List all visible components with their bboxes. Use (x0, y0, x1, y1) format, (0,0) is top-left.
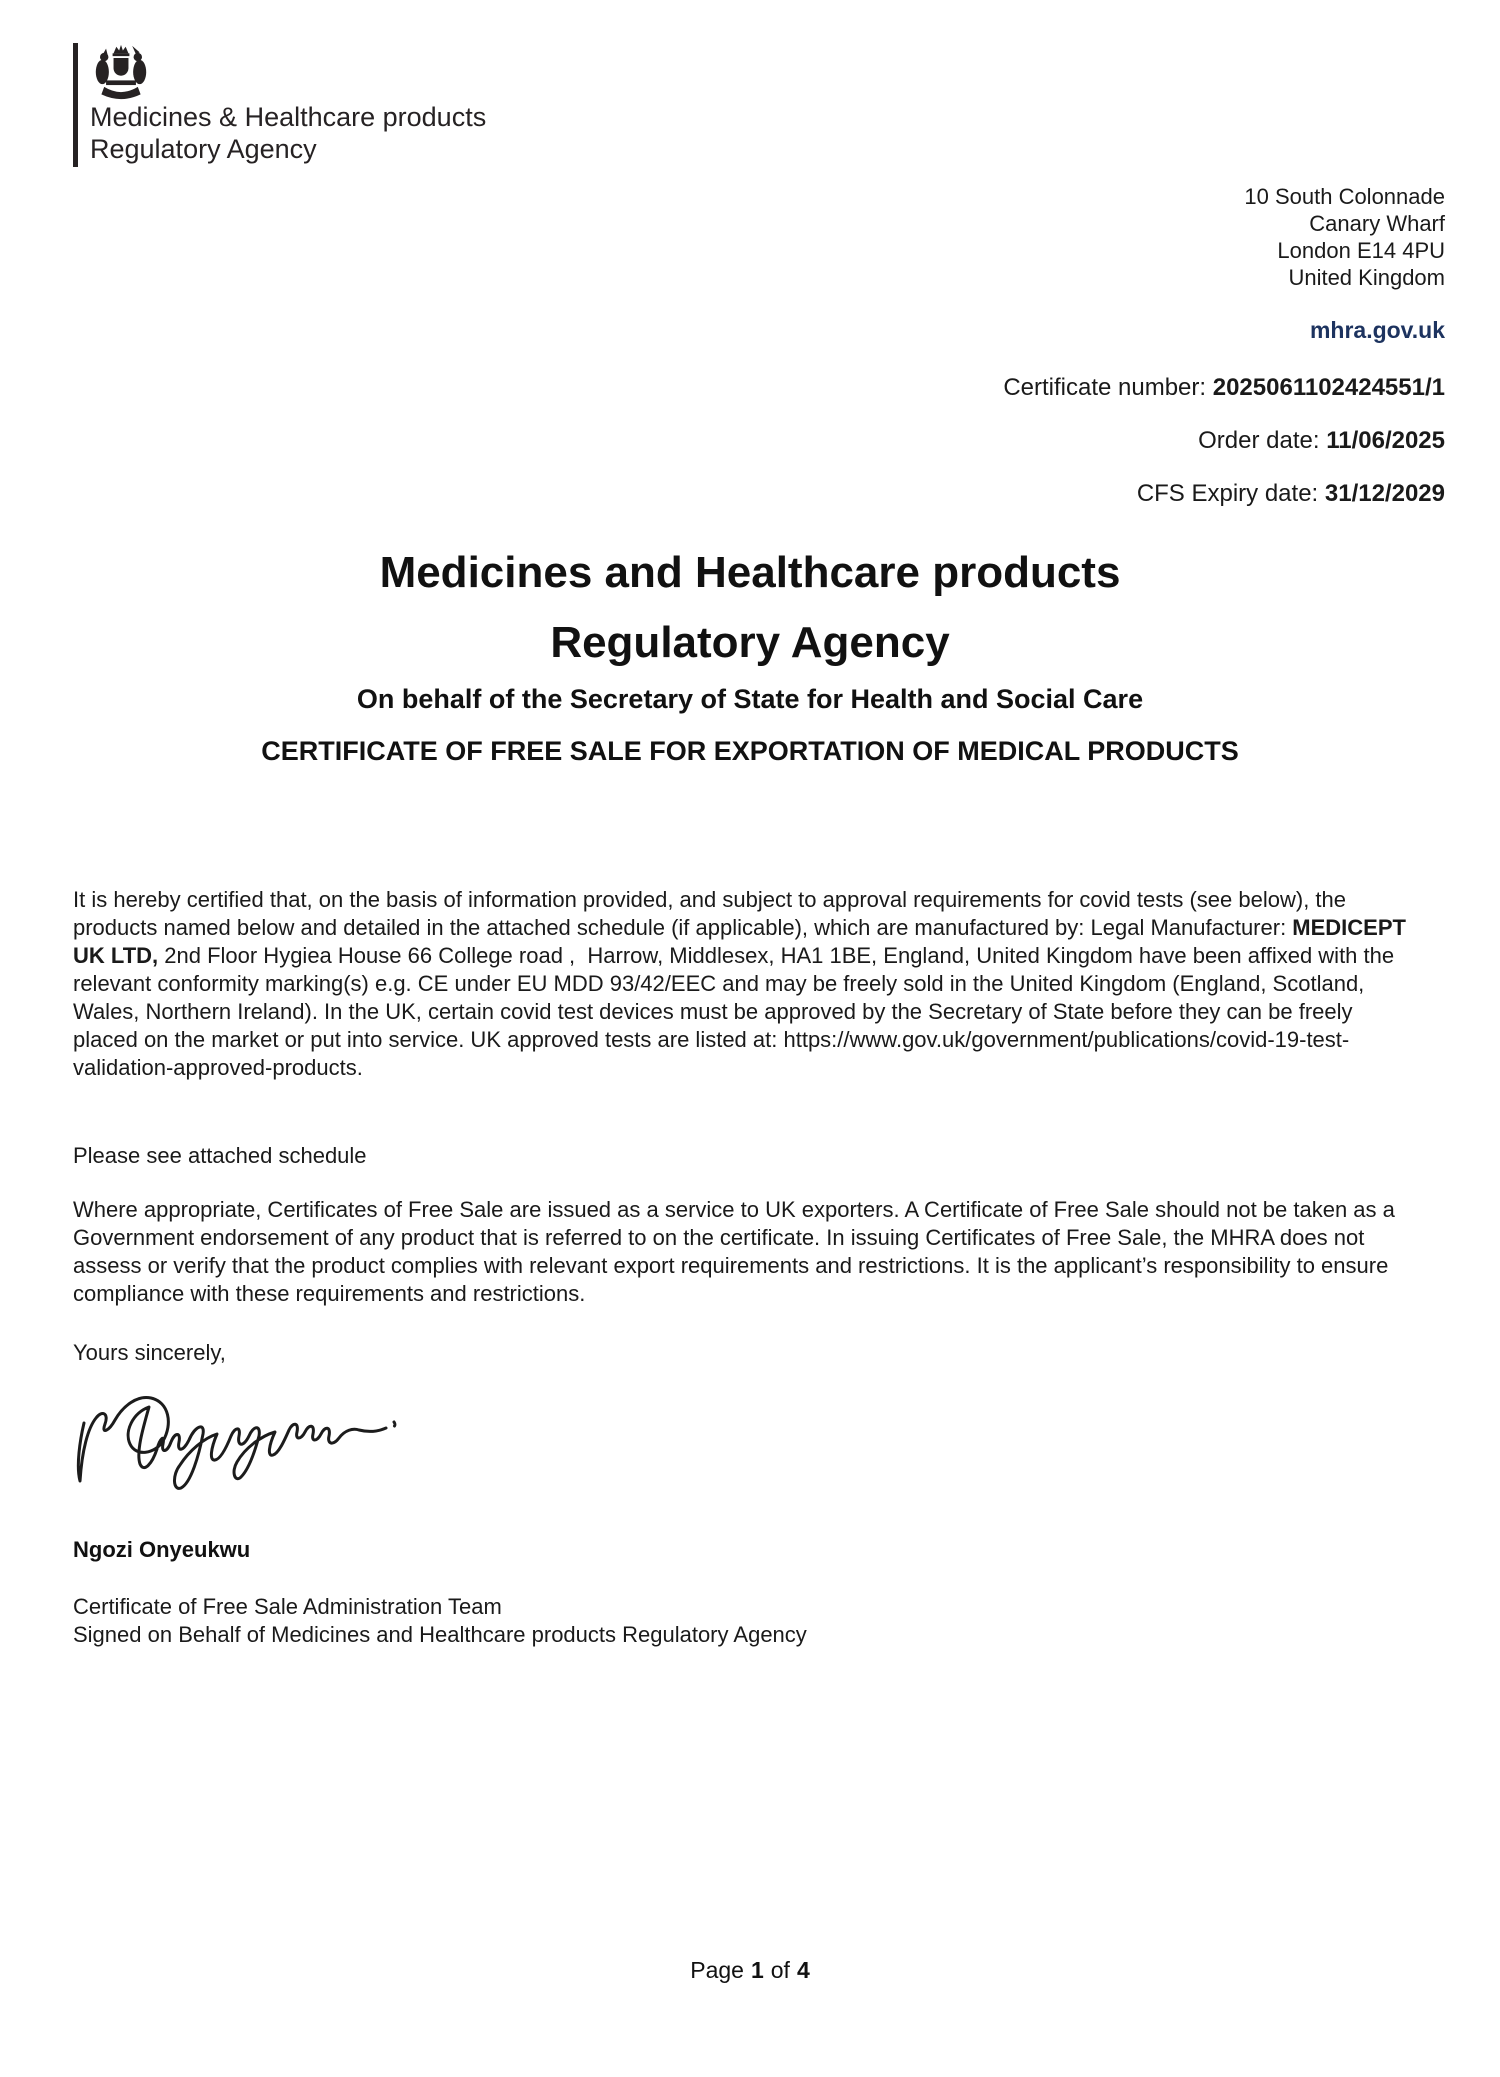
certification-paragraph (73, 886, 1418, 1082)
signatory-team: Certificate of Free Sale Administration Team (73, 1594, 502, 1619)
mhra-logo (73, 43, 486, 167)
main-title-line2: Regulatory Agency (550, 618, 950, 667)
logo-vertical-bar (73, 43, 78, 167)
salutation: Yours sincerely, (73, 1340, 226, 1365)
address-line: London E14 4PU (1277, 238, 1445, 263)
cfs-expiry-date-line (1137, 480, 1445, 508)
address-line: United Kingdom (1288, 265, 1445, 290)
manufacturer-name: MEDICEPT UK LTD, (73, 915, 1413, 968)
certificate-number-line (1003, 374, 1445, 402)
main-title-line1: Medicines and Healthcare products (379, 548, 1121, 597)
schedule-note: Please see attached schedule (73, 1143, 367, 1168)
logo-text-line2: Regulatory Agency (90, 134, 317, 164)
mhra-website-link[interactable]: mhra.gov.uk (1309, 317, 1445, 343)
page-total: 4 (796, 1957, 810, 1983)
royal-crest-icon (93, 43, 149, 101)
logo-text-line1: Medicines & Healthcare products (90, 102, 487, 132)
certificate-number-label: Certificate number: (1003, 374, 1213, 401)
cfs-expiry-date-value: 31/12/2029 (1324, 480, 1445, 507)
page-number: 1 (750, 1957, 764, 1983)
order-date-line (1198, 427, 1445, 455)
order-date-value: 11/06/2025 (1326, 427, 1445, 454)
signature-image (72, 1378, 407, 1498)
agency-address (1244, 183, 1445, 291)
cfs-expiry-date-label: CFS Expiry date: (1136, 480, 1325, 507)
signed-on-behalf-line: Signed on Behalf of Medicines and Healthcare products Regulatory Agency (73, 1622, 807, 1647)
logo-content (90, 43, 486, 167)
certification-text-before: It is hereby certified that, on the basis of information provided, and subject to approval requirements for covid tests (see below), the products named below and detailed in the attached schedule (if applicable), which are manufactured by: Legal Manufacturer: (73, 887, 1353, 940)
signatory-name: Ngozi Onyeukwu (73, 1537, 251, 1562)
on-behalf-subtitle: On behalf of the Secretary of State for Health and Social Care (356, 684, 1144, 714)
certification-text-after: 2nd Floor Hygiea House 66 College road , Harrow, Middlesex, HA1 1BE, England, United Kingdom have been affixed with the relevant conformity marking(s) e.g. CE under EU MDD 93/42/EEC and may be freely sold in the United Kingdom (England, Scotland, Wales, Northern Ireland). In the UK, certain covid test devices must be approved by the Secretary of State before they can be freely placed on the market or put into service. UK approved tests are listed at: https://www.gov.uk/government/publications/covid-19-test-validation-approved-products. (73, 943, 1401, 1080)
page-label: Page (690, 1957, 744, 1983)
page-footer (0, 1957, 1500, 1984)
address-line: Canary Wharf (1309, 211, 1445, 236)
logo-text (90, 101, 486, 165)
certificate-number-value: 2025061102424551/1 (1212, 374, 1445, 401)
certificate-heading: CERTIFICATE OF FREE SALE FOR EXPORTATION OF MEDICAL PRODUCTS (261, 736, 1239, 766)
order-date-label: Order date: (1198, 427, 1327, 454)
of-label: of (770, 1957, 790, 1983)
disclaimer-paragraph: Where appropriate, Certificates of Free Sale are issued as a service to UK exporters. A Certificate of Free Sale should not be taken as a Government endorsement of any product that is referred to on the certificate. In issuing Certificates of Free Sale, the MHRA does not assess or verify that the product complies with relevant export requirements and restrictions. It is the applicant’s responsibility to ensure compliance with these requirements and restrictions. (73, 1197, 1402, 1306)
address-line: 10 South Colonnade (1244, 184, 1445, 209)
handwritten-signature (72, 1378, 407, 1498)
